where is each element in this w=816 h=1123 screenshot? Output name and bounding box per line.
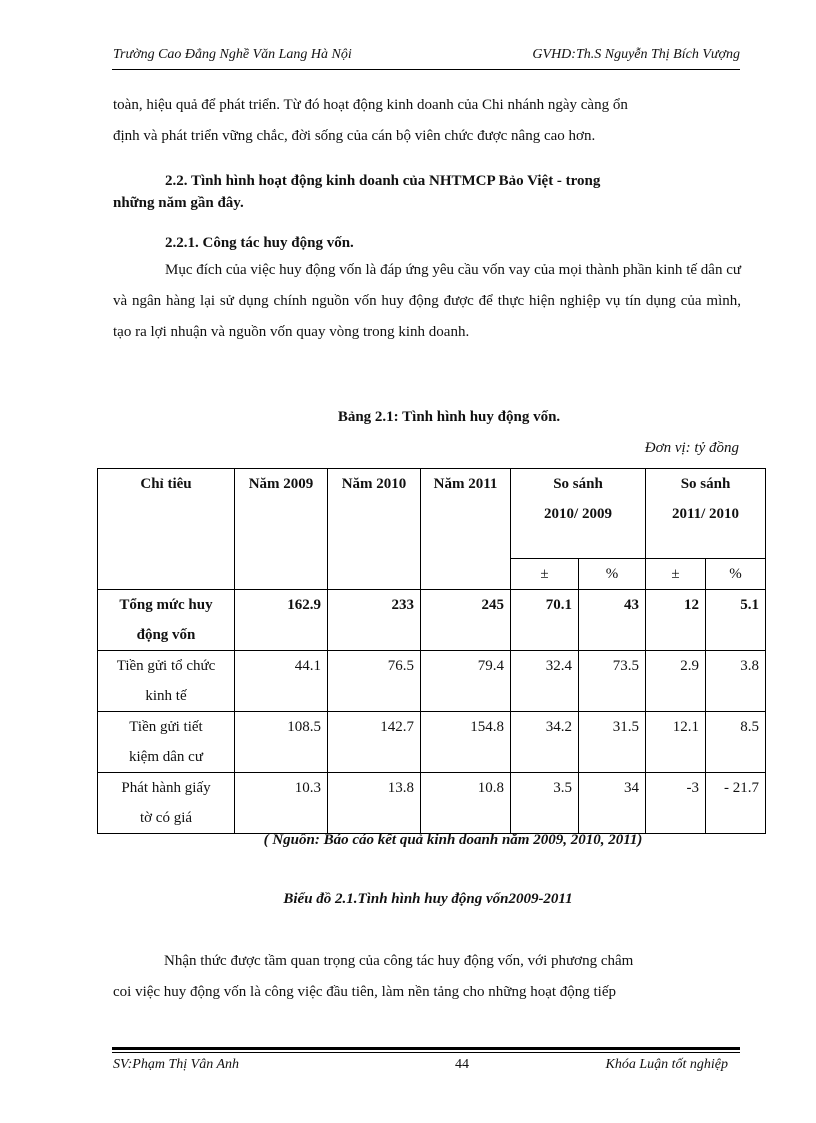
capital-table bbox=[97, 468, 766, 834]
compare-1-period: 2010/ 2009 bbox=[544, 506, 612, 522]
table-row bbox=[98, 773, 766, 834]
row-label: Phát hành giấy tờ có giá bbox=[98, 773, 235, 834]
cell-2010: 13.8 bbox=[328, 773, 421, 834]
cell-2011: 10.8 bbox=[421, 773, 511, 834]
table-row bbox=[98, 590, 766, 651]
header-compare-2011-2010 bbox=[646, 469, 766, 559]
subheader-diff-1: ± bbox=[511, 559, 579, 590]
section-paragraph: Mục đích của việc huy động vốn là đáp ứng yêu cầu vốn vay của mọi thành phần kinh tế dân cư và ngân hàng lại sử dụng chính nguồn vốn huy động được để thực hiện nghiệp vụ tín dụng của mình, tạo ra lợi nhuận và nguồn vốn quay vòng trong kinh doanh. bbox=[113, 262, 741, 340]
intro-line-1: toàn, hiệu quả để phát triển. Từ đó hoạt động kinh doanh của Chi nhánh ngày càng ổn bbox=[113, 97, 628, 113]
table-row bbox=[98, 712, 766, 773]
cell-2009: 108.5 bbox=[235, 712, 328, 773]
cell-2009: 10.3 bbox=[235, 773, 328, 834]
table-caption: Bảng 2.1: Tình hình huy động vốn. bbox=[337, 409, 561, 425]
compare-1-title: So sánh bbox=[553, 476, 603, 492]
cell-diff-1: 3.5 bbox=[511, 773, 579, 834]
cell-diff-2: 12 bbox=[646, 590, 706, 651]
cell-pct-2: 3.8 bbox=[706, 651, 766, 712]
header-compare-2010-2009 bbox=[511, 469, 646, 559]
footer-student: SV:Phạm Thị Vân Anh bbox=[113, 1057, 239, 1072]
cell-2011: 245 bbox=[421, 590, 511, 651]
table-header-row bbox=[98, 469, 766, 559]
header-school: Trường Cao Đẳng Nghề Văn Lang Hà Nội bbox=[113, 47, 352, 62]
row-label: Tiền gửi tiết kiệm dân cư bbox=[98, 712, 235, 773]
cell-2009: 44.1 bbox=[235, 651, 328, 712]
cell-diff-1: 70.1 bbox=[511, 590, 579, 651]
cell-diff-1: 34.2 bbox=[511, 712, 579, 773]
compare-2-title: So sánh bbox=[680, 476, 731, 492]
section-heading-line-1: 2.2. Tình hình hoạt động kinh doanh của NHTMCP Bảo Việt - trong bbox=[165, 173, 601, 189]
cell-2010: 76.5 bbox=[328, 651, 421, 712]
header-rule bbox=[112, 69, 740, 70]
cell-2009: 162.9 bbox=[235, 590, 328, 651]
section-heading-line-2: những năm gần đây. bbox=[113, 195, 244, 211]
header-2010: Năm 2010 bbox=[328, 469, 421, 590]
row-label: Tổng mức huy động vốn bbox=[98, 590, 235, 651]
header-indicator: Chỉ tiêu bbox=[98, 469, 235, 590]
cell-pct-1: 43 bbox=[579, 590, 646, 651]
footer-doc-type: Khóa Luận tốt nghiệp bbox=[605, 1057, 728, 1072]
chart-caption: Biểu đồ 2.1.Tình hình huy động vốn2009-2011 bbox=[283, 891, 573, 907]
table-unit: Đơn vị: tỷ đồng bbox=[644, 440, 739, 456]
subheader-pct-1: % bbox=[579, 559, 646, 590]
cell-pct-1: 31.5 bbox=[579, 712, 646, 773]
compare-2-period: 2011/ 2010 bbox=[671, 506, 740, 522]
cell-diff-2: -3 bbox=[646, 773, 706, 834]
header-2009: Năm 2009 bbox=[235, 469, 328, 590]
cell-2011: 79.4 bbox=[421, 651, 511, 712]
table-row bbox=[98, 651, 766, 712]
footer-rule-thick bbox=[112, 1047, 740, 1050]
subheader-pct-2: % bbox=[706, 559, 766, 590]
cell-pct-1: 73.5 bbox=[579, 651, 646, 712]
cell-pct-2: - 21.7 bbox=[706, 773, 766, 834]
subheader-diff-2: ± bbox=[646, 559, 706, 590]
cell-pct-2: 8.5 bbox=[706, 712, 766, 773]
closing-line-2: coi việc huy động vốn là công việc đầu tiên, làm nền tảng cho những hoạt động tiếp bbox=[113, 984, 617, 1000]
cell-2010: 142.7 bbox=[328, 712, 421, 773]
cell-diff-1: 32.4 bbox=[511, 651, 579, 712]
header-advisor: GVHD:Th.S Nguyễn Thị Bích Vượng bbox=[532, 47, 740, 62]
intro-line-2: định và phát triển vững chắc, đời sống của cán bộ viên chức được nâng cao hơn. bbox=[113, 128, 596, 144]
closing-line-1: Nhận thức được tầm quan trọng của công tác huy động vốn, với phương châm bbox=[164, 953, 634, 969]
subsection-heading: 2.2.1. Công tác huy động vốn. bbox=[165, 235, 354, 251]
table-source: ( Nguồn: Báo cáo kết quả kinh doanh năm 2009, 2010, 2011) bbox=[263, 832, 643, 848]
cell-pct-1: 34 bbox=[579, 773, 646, 834]
footer-rule-thin bbox=[112, 1052, 740, 1053]
cell-pct-2: 5.1 bbox=[706, 590, 766, 651]
cell-2010: 233 bbox=[328, 590, 421, 651]
row-label: Tiền gửi tổ chức kinh tế bbox=[98, 651, 235, 712]
cell-diff-2: 12.1 bbox=[646, 712, 706, 773]
page-number: 44 bbox=[455, 1057, 469, 1072]
cell-2011: 154.8 bbox=[421, 712, 511, 773]
header-2011: Năm 2011 bbox=[421, 469, 511, 590]
cell-diff-2: 2.9 bbox=[646, 651, 706, 712]
